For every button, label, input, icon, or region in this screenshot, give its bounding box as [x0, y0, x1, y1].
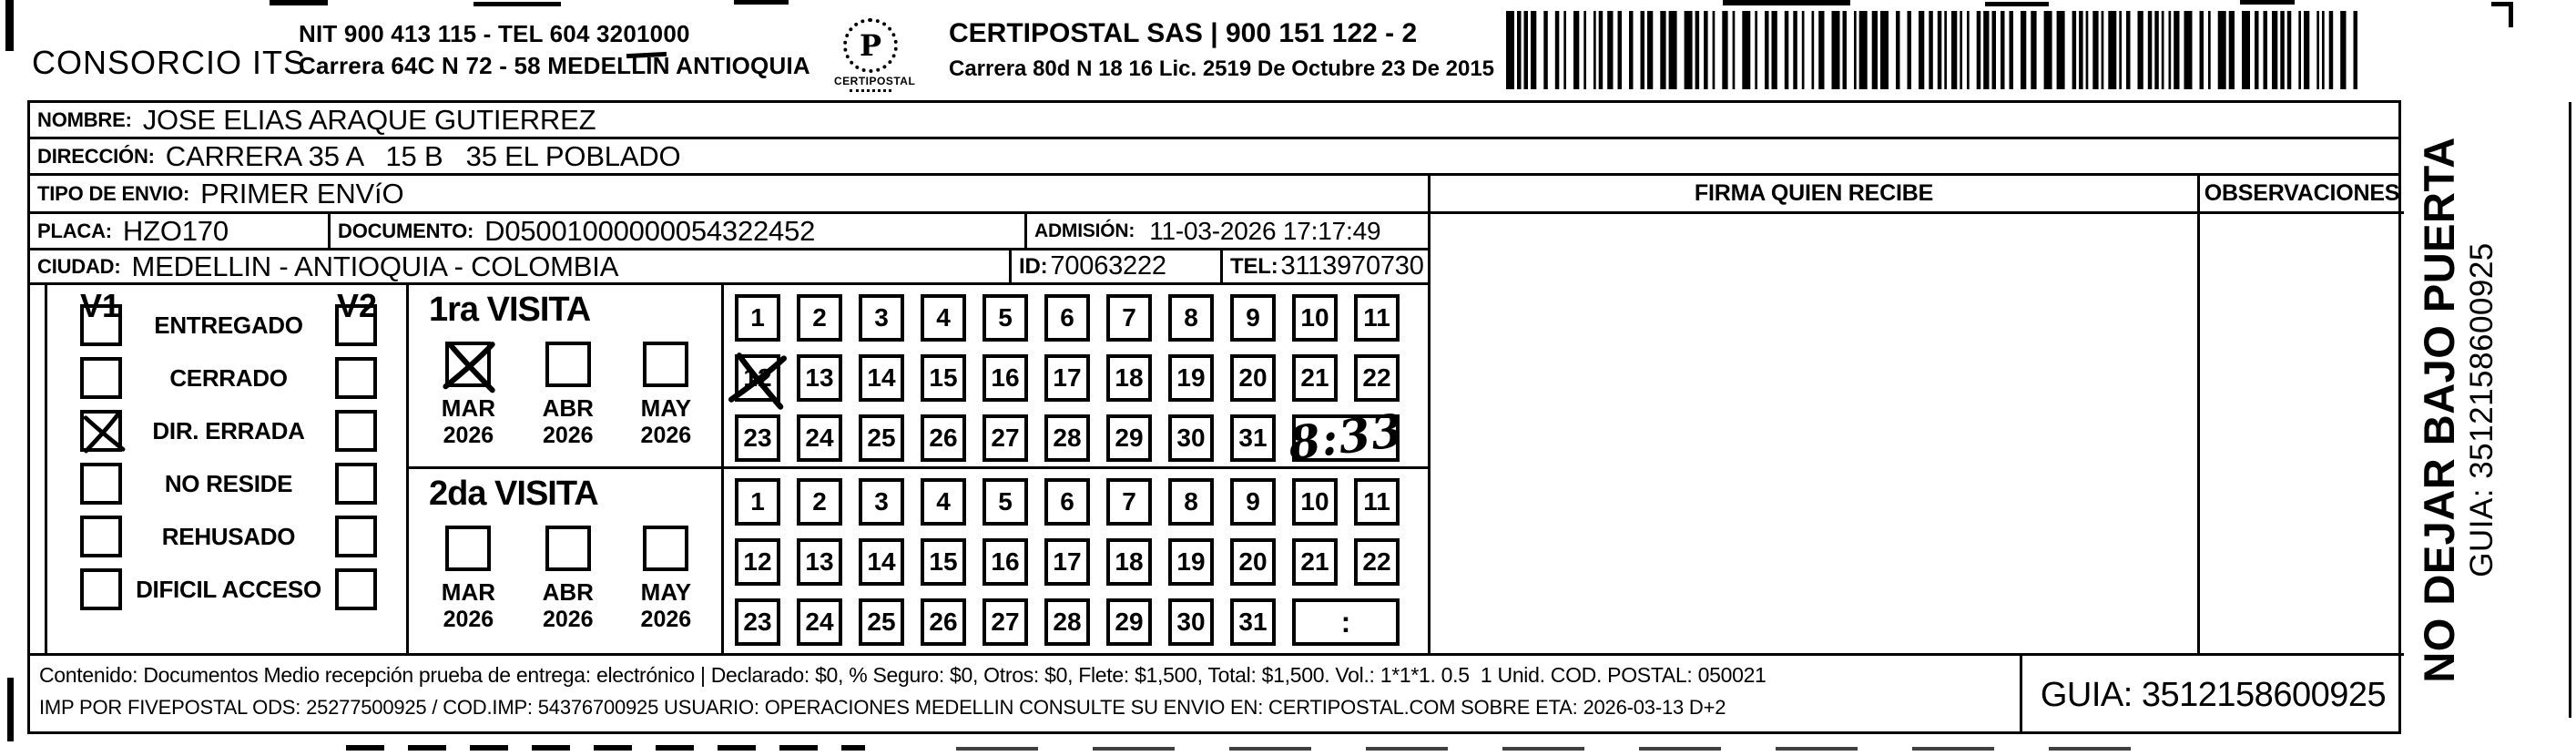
day-number: 31	[1238, 424, 1268, 452]
day-number: 15	[929, 363, 958, 392]
day-number: 2	[812, 487, 827, 516]
status-row	[47, 409, 406, 453]
day-number: 18	[1115, 547, 1144, 576]
day-number: 24	[805, 608, 834, 636]
day-cell	[859, 414, 904, 462]
logo-glyph: P	[859, 28, 882, 63]
month-label: MAY	[640, 394, 692, 422]
day-number: 14	[867, 547, 896, 576]
v1-checkbox	[80, 304, 122, 346]
scan-artifact	[5, 0, 14, 51]
day-number: 21	[1300, 363, 1329, 392]
guia-box: GUIA: 3512158600925	[2020, 653, 2404, 734]
v2-header: V2	[337, 287, 378, 324]
field-tel	[1223, 250, 1428, 285]
day-number: 4	[936, 487, 951, 516]
logo-caption: CERTIPOSTAL	[834, 75, 916, 87]
operator-subtitle: Carrera 80d N 18 16 Lic. 2519 De Octubre 23 De 2015	[949, 56, 1495, 81]
day-number: 15	[929, 547, 958, 576]
day-number: 4	[936, 303, 951, 332]
v2-checkbox	[335, 516, 377, 557]
day-cell	[1168, 414, 1214, 462]
day-cell	[921, 414, 966, 462]
day-number: 23	[743, 608, 772, 636]
day-cell	[983, 294, 1028, 342]
day-cell	[1044, 294, 1090, 342]
month-checkbox	[445, 526, 491, 571]
day-number: 29	[1115, 424, 1144, 452]
day-cell	[859, 538, 904, 586]
field-nombre	[30, 103, 2398, 139]
scan-artifact	[2569, 102, 2571, 718]
day-cell	[1044, 354, 1090, 402]
month-option	[641, 526, 692, 633]
visit1-calendar	[724, 285, 1428, 469]
month-checkbox	[445, 342, 491, 387]
day-cell	[921, 538, 966, 586]
day-cell	[1354, 538, 1400, 586]
day-number: 13	[805, 363, 834, 392]
day-cell	[1106, 294, 1152, 342]
observaciones-header: OBSERVACIONES	[2200, 176, 2404, 214]
handwritten-x-mark	[723, 344, 796, 415]
day-cell	[983, 414, 1028, 462]
time-box	[1292, 598, 1400, 646]
side-note-guia: GUIA: 3512158600925	[2464, 242, 2500, 577]
ciudad-value: MEDELLIN - ANTIOQUIA - COLOMBIA	[131, 250, 619, 282]
form-table	[27, 100, 2401, 734]
day-cell	[797, 294, 842, 342]
day-number: 7	[1122, 303, 1136, 332]
day-cell	[735, 294, 780, 342]
day-number: 6	[1060, 303, 1074, 332]
status-row	[47, 356, 406, 400]
handwritten-x-mark	[440, 333, 503, 398]
day-cell	[735, 598, 780, 646]
month-label: MAY	[640, 578, 692, 606]
day-number: 23	[743, 424, 772, 452]
scan-artifact	[1723, 0, 1850, 5]
day-cell	[1230, 478, 1276, 526]
direccion-label: DIRECCIÓN:	[37, 144, 155, 168]
day-cell	[983, 538, 1028, 586]
day-number: 3	[874, 487, 889, 516]
status-row	[47, 567, 406, 611]
day-cell	[1106, 538, 1152, 586]
day-number: 13	[805, 547, 834, 576]
day-number: 22	[1362, 363, 1391, 392]
firma-header: FIRMA QUIEN RECIBE	[1431, 176, 2197, 214]
status-label: REHUSADO	[161, 522, 296, 550]
time-value: 8:33	[1285, 403, 1407, 471]
month-checkbox	[643, 526, 688, 571]
v2-checkbox	[335, 463, 377, 505]
field-tipo-envio	[30, 176, 1428, 214]
visit1-title: 1ra VISITA	[429, 291, 591, 329]
month-year: 2026	[640, 607, 692, 632]
day-cell	[1168, 538, 1214, 586]
day-number: 10	[1300, 303, 1329, 332]
day-cell	[735, 414, 780, 462]
scan-artifact	[346, 745, 865, 751]
day-cell	[859, 354, 904, 402]
day-number: 16	[991, 363, 1020, 392]
day-number: 29	[1115, 608, 1144, 636]
calendar-row	[735, 294, 1400, 342]
scan-artifact	[270, 0, 328, 5]
v2-checkbox	[335, 410, 377, 452]
day-cell	[1230, 414, 1276, 462]
day-number: 18	[1115, 363, 1144, 392]
day-number: 25	[867, 608, 896, 636]
month-year: 2026	[640, 423, 692, 448]
day-cell	[1168, 598, 1214, 646]
status-label: CERRADO	[169, 363, 288, 392]
day-cell	[1044, 478, 1090, 526]
day-cell	[921, 478, 966, 526]
day-cell	[921, 294, 966, 342]
day-number: 11	[1363, 487, 1390, 516]
field-direccion	[30, 139, 2398, 176]
day-cell	[735, 354, 780, 402]
contenido-line: Contenido: Documentos Medio recepción prueba de entrega: electrónico | Declarado: $0, % Seguro: $0, Otros: $0, Flete: $1,500, Total: $1,500. Vol.: 1*1*1. 0.5 1 Unid. COD. POSTAL: 050021	[39, 663, 1767, 687]
day-cell	[1044, 538, 1090, 586]
day-cell	[797, 598, 842, 646]
status-label: NO RESIDE	[164, 469, 293, 497]
month-option	[442, 342, 495, 449]
day-number: 19	[1176, 363, 1206, 392]
tipo-envio-value: PRIMER ENVíO	[200, 177, 404, 209]
day-cell	[1044, 598, 1090, 646]
v2-checkbox	[335, 304, 377, 346]
day-cell	[859, 478, 904, 526]
day-number: 27	[991, 424, 1020, 452]
documento-value: D05001000000054322452	[484, 214, 816, 247]
month-label: MAR	[441, 578, 496, 606]
day-number: 11	[1363, 303, 1390, 332]
day-number: 28	[1053, 608, 1082, 636]
tipo-envio-label: TIPO DE ENVIO:	[37, 181, 190, 205]
nombre-value: JOSE ELIAS ARAQUE GUTIERREZ	[142, 103, 596, 136]
ciudad-label: CIUDAD:	[37, 254, 121, 278]
day-number: 22	[1362, 547, 1391, 576]
placa-value: HZO170	[122, 214, 229, 247]
month-label: ABR	[542, 578, 594, 606]
status-panel	[45, 285, 409, 653]
status-row	[47, 515, 406, 558]
corner-crop-mark	[2491, 2, 2513, 27]
company-name: CONSORCIO ITS	[32, 44, 307, 81]
day-cell	[735, 478, 780, 526]
day-cell	[859, 598, 904, 646]
day-cell	[1354, 478, 1400, 526]
calendar-row	[735, 354, 1400, 402]
day-cell	[1106, 478, 1152, 526]
status-label: ENTREGADO	[154, 311, 303, 339]
day-number: 10	[1300, 487, 1329, 516]
month-year: 2026	[542, 423, 594, 448]
scan-artifact	[734, 0, 789, 5]
admision-value: 11-03-2026 17:17:49	[1149, 216, 1381, 245]
certipostal-logo-icon	[843, 18, 898, 73]
month-year: 2026	[542, 607, 594, 632]
day-number: 12	[743, 547, 772, 576]
day-cell	[797, 478, 842, 526]
v1-checkbox	[80, 357, 122, 399]
time-box	[1285, 403, 1407, 471]
direccion-value: CARRERA 35 A 15 B 35 EL POBLADO	[165, 139, 681, 172]
month-checkbox	[643, 342, 688, 387]
month-checkbox	[545, 342, 591, 387]
day-cell	[1168, 294, 1214, 342]
firma-signature-area	[1431, 214, 2197, 650]
field-id	[1012, 250, 1223, 285]
status-label: DIFICIL ACCESO	[136, 575, 321, 603]
visit2-months-row	[418, 526, 715, 633]
day-cell	[1106, 354, 1152, 402]
field-ciudad	[30, 250, 1012, 285]
month-year: 2026	[443, 607, 494, 632]
day-number: 30	[1176, 424, 1206, 452]
month-option	[442, 526, 495, 633]
month-option	[641, 342, 692, 449]
month-label: ABR	[542, 394, 594, 422]
day-number: 24	[805, 424, 834, 452]
v2-checkbox	[335, 357, 377, 399]
calendar-row	[735, 403, 1407, 471]
v1-checkbox	[80, 516, 122, 557]
v1-header: V1	[80, 287, 121, 324]
time-value: :	[1340, 605, 1351, 639]
observaciones-column	[2197, 176, 2404, 653]
day-number: 1	[750, 303, 765, 332]
day-cell	[1106, 598, 1152, 646]
side-note-no-dejar: NO DEJAR BAJO PUERTA	[2415, 137, 2463, 683]
day-cell	[1230, 294, 1276, 342]
day-cell	[1292, 354, 1338, 402]
visit1-months-panel	[409, 285, 724, 469]
day-number: 12	[743, 363, 772, 392]
day-cell	[797, 354, 842, 402]
tel-value: 3113970730	[1280, 251, 1424, 281]
tel-label: TEL:	[1230, 253, 1278, 279]
admision-label: ADMISIÓN:	[1034, 220, 1135, 241]
field-documento	[331, 214, 1027, 250]
operator-title: CERTIPOSTAL SAS | 900 151 122 - 2	[949, 18, 1418, 48]
day-number: 2	[812, 303, 827, 332]
day-cell	[735, 538, 780, 586]
company-address-line: Carrera 64C N 72 - 58 MEDELLIN ANTIOQUIA	[299, 52, 810, 79]
visit2-calendar	[724, 469, 1428, 653]
day-number: 3	[874, 303, 889, 332]
month-label: MAR	[441, 394, 496, 422]
day-cell	[1168, 354, 1214, 402]
day-number: 28	[1053, 424, 1082, 452]
certipostal-logo	[834, 18, 916, 92]
day-number: 30	[1176, 608, 1206, 636]
company-info	[299, 18, 810, 82]
calendar-row	[735, 478, 1400, 526]
operator-info	[949, 18, 1494, 82]
imp-line: IMP POR FIVEPOSTAL ODS: 25277500925 / COD.IMP: 54376700925 USUARIO: OPERACIONES MEDELLIN CONSULTE SU ENVIO EN: CERTIPOSTAL.COM SOBRE ETA: 2026-03-13 D+2	[39, 696, 1726, 719]
month-checkbox	[545, 526, 591, 571]
day-cell	[797, 414, 842, 462]
scan-artifact	[473, 2, 561, 6]
day-number: 17	[1053, 547, 1082, 576]
day-cell	[1168, 478, 1214, 526]
day-number: 14	[867, 363, 896, 392]
day-cell	[1354, 354, 1400, 402]
v1-checkbox	[80, 410, 122, 452]
v1-checkbox	[80, 568, 122, 610]
day-cell	[921, 354, 966, 402]
day-number: 27	[991, 608, 1020, 636]
day-cell	[1292, 538, 1338, 586]
day-cell	[1354, 294, 1400, 342]
day-number: 19	[1176, 547, 1206, 576]
logo-squiggle	[850, 89, 891, 92]
observaciones-area	[2200, 214, 2404, 650]
firma-column	[1428, 176, 2197, 653]
calendar-row	[735, 538, 1400, 586]
day-cell	[1292, 478, 1338, 526]
day-number: 8	[1184, 487, 1198, 516]
day-number: 5	[998, 303, 1013, 332]
month-option	[543, 342, 594, 449]
day-number: 21	[1300, 547, 1329, 576]
handwritten-x-mark	[78, 405, 129, 459]
day-number: 8	[1184, 303, 1198, 332]
v2-checkbox	[335, 568, 377, 610]
day-number: 20	[1238, 363, 1268, 392]
day-number: 25	[867, 424, 896, 452]
visit1-months-row	[418, 342, 715, 449]
day-number: 1	[750, 487, 765, 516]
field-admision	[1027, 214, 1428, 250]
day-cell	[921, 598, 966, 646]
status-row	[47, 462, 406, 506]
day-cell	[1230, 598, 1276, 646]
day-number: 9	[1246, 303, 1260, 332]
day-number: 5	[998, 487, 1013, 516]
day-number: 7	[1122, 487, 1136, 516]
status-label: DIR. ERRADA	[152, 416, 305, 444]
day-number: 26	[929, 608, 958, 636]
visit2-title: 2da VISITA	[429, 475, 598, 513]
day-cell	[1106, 414, 1152, 462]
day-number: 26	[929, 424, 958, 452]
barcode-icon	[1504, 11, 2367, 89]
month-option	[543, 526, 594, 633]
day-number: 9	[1246, 487, 1260, 516]
nombre-label: NOMBRE:	[37, 107, 132, 131]
day-number: 17	[1053, 363, 1082, 392]
day-number: 16	[991, 547, 1020, 576]
scan-artifact	[2240, 0, 2295, 5]
footer-info	[30, 653, 2020, 734]
day-cell	[983, 478, 1028, 526]
day-number: 6	[1060, 487, 1074, 516]
id-label: ID:	[1019, 253, 1048, 279]
id-value: 70063222	[1050, 251, 1166, 281]
company-nit-line: NIT 900 413 115 - TEL 604 3201000	[299, 20, 690, 47]
day-number: 31	[1238, 608, 1268, 636]
scan-artifact	[956, 747, 2185, 751]
placa-label: PLACA:	[37, 219, 112, 242]
scan-artifact	[1985, 2, 2049, 6]
visit2-months-panel	[409, 469, 724, 653]
day-cell	[1292, 294, 1338, 342]
calendar-row	[735, 598, 1400, 646]
day-number: 20	[1238, 547, 1268, 576]
day-cell	[983, 354, 1028, 402]
documento-label: DOCUMENTO:	[338, 219, 474, 242]
month-year: 2026	[443, 423, 494, 448]
day-cell	[797, 538, 842, 586]
scan-artifact	[7, 678, 14, 741]
field-placa	[30, 214, 331, 250]
day-cell	[1044, 414, 1090, 462]
v1-checkbox	[80, 463, 122, 505]
day-cell	[1230, 538, 1276, 586]
day-cell	[859, 294, 904, 342]
day-cell	[983, 598, 1028, 646]
day-cell	[1230, 354, 1276, 402]
status-row	[47, 303, 406, 347]
